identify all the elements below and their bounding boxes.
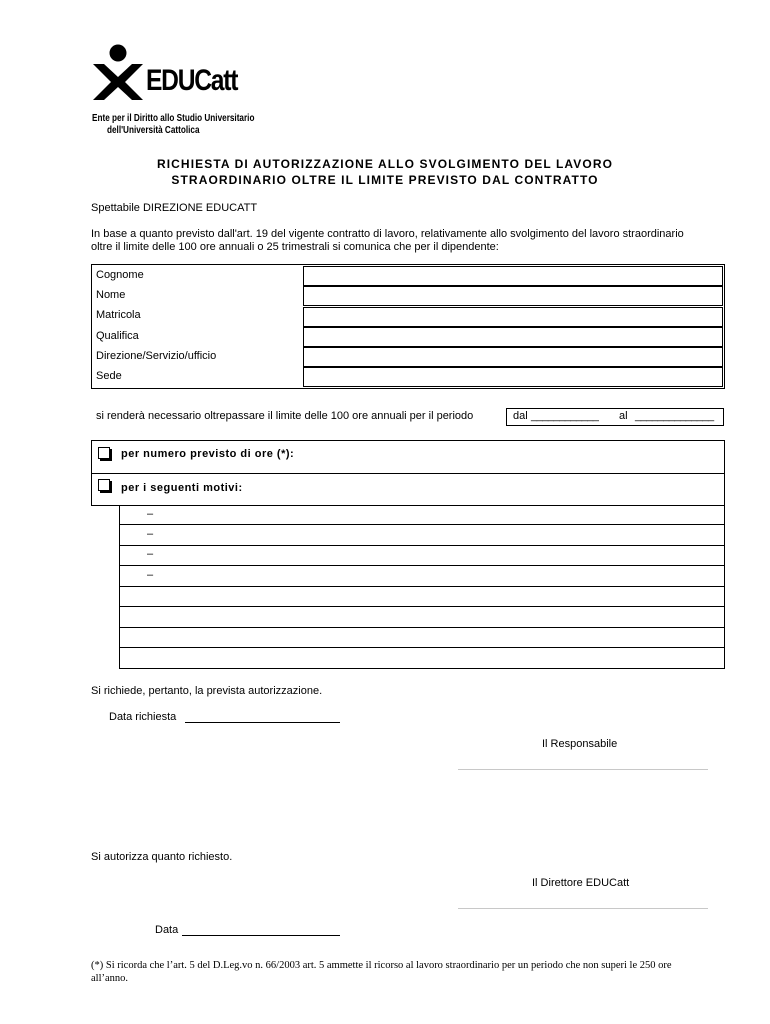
matricola-field[interactable] [303,307,723,327]
direzione-field[interactable] [303,347,723,367]
label-matricola: Matricola [96,309,141,321]
director-signature-line[interactable] [458,908,708,909]
authorize-text: Si autorizza quanto richiesto. [91,851,233,863]
footnote-line2: all’anno. [91,972,129,984]
logo-subtitle-line1: Ente per il Diritto allo Studio Universitario [92,112,255,124]
options-box [91,440,725,506]
addressee: Spettabile DIREZIONE EDUCATT [91,202,258,214]
footnote [91,960,711,985]
sede-field[interactable] [303,367,723,387]
date-label: Data [155,924,179,936]
label-qualifica: Qualifica [96,330,139,342]
reason-line [120,586,724,587]
educatt-logo [90,42,270,137]
form-title-line2: STRAORDINARIO OLTRE IL LIMITE PREVISTO DAL CONTRATTO [171,173,599,187]
reason-line [120,647,724,648]
request-text: Si richiede, pertanto, la prevista autorizzazione. [91,685,323,697]
options-divider [92,473,724,474]
hours-option-label: per numero previsto di ore (*): [121,448,295,460]
period-to-field[interactable]: ______________ [635,410,714,422]
logo-subtitle-line2: dell'Università Cattolica [107,124,200,136]
educatt-figure-icon [90,42,146,108]
responsible-label: Il Responsabile [542,738,618,750]
reason-line [120,565,724,566]
director-label: Il Direttore EDUCatt [532,877,630,889]
period-text: si renderà necessario oltrepassare il limite delle 100 ore annuali per il periodo [96,410,474,422]
reason-line [120,627,724,628]
cognome-field[interactable] [303,266,723,286]
reasons-checkbox[interactable] [98,479,110,491]
qualifica-field[interactable] [303,327,723,347]
reason-line [120,606,724,607]
reason-item-2[interactable]: – [147,528,154,540]
date-field[interactable] [182,935,340,936]
reasons-box [119,505,725,669]
reason-item-4[interactable]: – [147,569,154,581]
request-date-label: Data richiesta [109,711,177,723]
intro-line1: In base a quanto previsto dall'art. 19 del vigente contratto di lavoro, relativamente allo svolgimento del lavoro straordinario [91,228,684,240]
request-date-field[interactable] [185,722,340,723]
reason-item-1[interactable]: – [147,508,154,520]
reason-line [120,545,724,546]
hours-checkbox[interactable] [98,447,110,459]
logo-brand: EDUCatt [146,64,238,97]
form-title-line1: RICHIESTA DI AUTORIZZAZIONE ALLO SVOLGIMENTO DEL LAVORO [156,157,614,171]
reason-line [120,524,724,525]
label-direzione: Direzione/Servizio/ufficio [96,350,217,362]
label-nome: Nome [96,289,126,301]
reason-item-3[interactable]: – [147,548,154,560]
period-to-label: al [619,410,628,422]
period-box [506,408,724,426]
label-sede: Sede [96,370,122,382]
period-from-label: dal [513,410,528,422]
responsible-signature-line[interactable] [458,769,708,770]
label-cognome: Cognome [96,269,144,281]
intro-line2: oltre il limite delle 100 ore annuali o 25 trimestrali si comunica che per il dipendente: [91,241,499,253]
nome-field[interactable] [303,286,723,306]
footnote-line1: (*) Si ricorda che l’art. 5 del D.Leg.vo n. 66/2003 art. 5 ammette il ricorso al lavoro straordinario per un periodo che non superi le 250 ore [91,960,672,971]
period-from-field[interactable]: ____________ [531,410,599,422]
reasons-option-label: per i seguenti motivi: [121,482,243,494]
employee-info-box [91,264,725,389]
